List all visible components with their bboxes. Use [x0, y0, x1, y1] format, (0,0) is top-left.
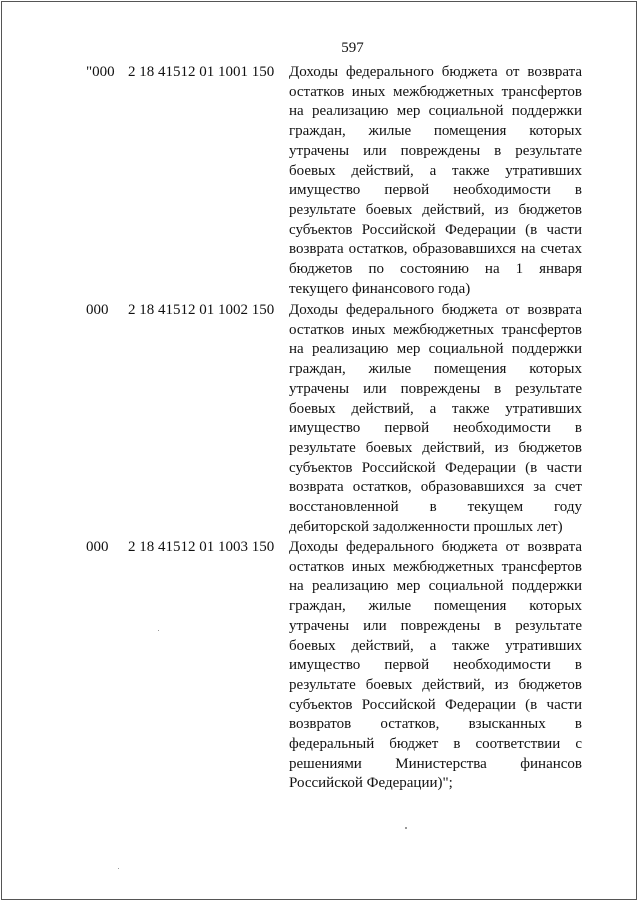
- entry-description: Доходы федерального бюджета от возврата остатков иных межбюджетных трансфертов на реализацию мер социальной поддержки граждан, жилые помещения которых утрачены или повреждены в результате боевых действий, а также утративших имущество первой необходимости в результате боевых действий, из бюджетов субъектов Российской Федерации (в части возврата остатков, образовавшихся на счетах бюджетов по состоянию на 1 января текущего финансового года): [289, 64, 582, 297]
- scan-speck: [158, 630, 159, 631]
- budget-classification-code: 2 18 41512 01 1002 150: [128, 302, 275, 318]
- admin-code: 000: [86, 302, 109, 318]
- page-number: 597: [341, 40, 364, 56]
- entry-description: Доходы федерального бюджета от возврата остатков иных межбюджетных трансфертов на реализацию мер социальной поддержки граждан, жилые помещения которых утрачены или повреждены в результате боевых действий, а также утративших имущество первой необходимости в результате боевых действий, из бюджетов субъектов Российской Федерации (в части возвратов остатков, взысканных в федеральный бюджет в соответствии с решениями Министерства финансов Российской Федерации)";: [289, 539, 582, 792]
- budget-classification-code: 2 18 41512 01 1001 150: [128, 64, 275, 80]
- scan-speck: [405, 827, 407, 829]
- admin-code: "000: [86, 64, 115, 80]
- entry-description: Доходы федерального бюджета от возврата остатков иных межбюджетных трансфертов на реализацию мер социальной поддержки граждан, жилые помещения которых утрачены или повреждены в результате боевых действий, а также утративших имущество первой необходимости в результате боевых действий, из бюджетов субъектов Российской Федерации (в части возврата остатков, образовавшихся за счет восстановленной в текущем году дебиторской задолженности прошлых лет): [289, 302, 582, 535]
- admin-code: 000: [86, 539, 109, 555]
- scan-speck: [118, 868, 119, 869]
- budget-classification-code: 2 18 41512 01 1003 150: [128, 539, 275, 555]
